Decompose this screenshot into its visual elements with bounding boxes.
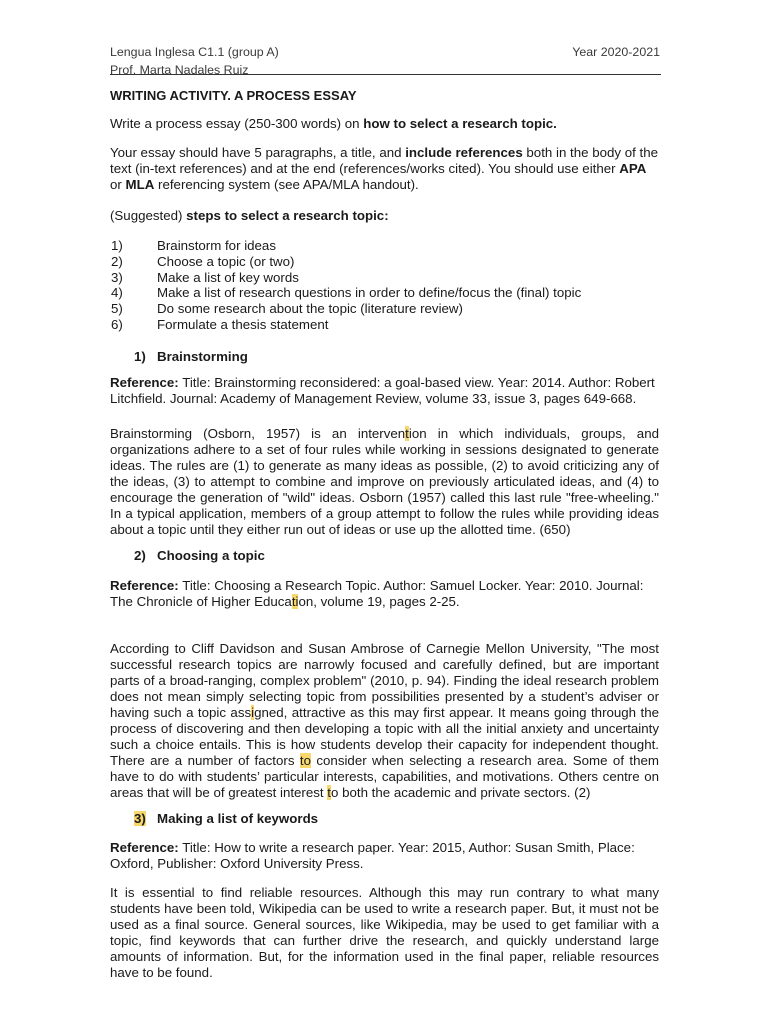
highlight-mark: t	[327, 784, 331, 800]
list-item: 6) Formulate a thesis statement	[111, 316, 329, 332]
reference-brainstorming: Reference: Title: Brainstorming reconsidered: a goal-based view. Year: 2014. Author: Robert Litchfield. Journal: Academy of Management Review, volume 33, issue 3, pages 649-668.	[110, 374, 655, 406]
instruction-line: Write a process essay (250-300 words) on how to select a research topic.	[110, 116, 557, 131]
document-title: WRITING ACTIVITY. A PROCESS ESSAY	[110, 88, 357, 103]
header-divider	[110, 74, 661, 75]
steps-intro: (Suggested) steps to select a research topic:	[110, 208, 389, 223]
steps-list	[110, 238, 659, 333]
list-item: 4) Make a list of research questions in order to define/focus the (final) topic	[111, 285, 582, 301]
professor-name: Prof. Marta Nadales Ruiz	[110, 63, 249, 77]
section-heading-keywords: 3) Making a list of keywords	[134, 810, 319, 826]
highlight-mark: t	[405, 425, 409, 441]
reference-keywords: Reference: Title: How to write a research paper. Year: 2015, Author: Susan Smith, Place: Oxford, Publisher: Oxford University Press.	[110, 839, 635, 871]
highlight-mark: 3)	[134, 810, 146, 826]
paragraph-brainstorming: Brainstorming (Osborn, 1957) is an intervention in which individuals, groups, and organizations adhere to a set of four rules while working in sessions designated to generate ideas. The rules are (1) to generate as many ideas as possible, (2) to avoid criticizing any of the ideas, (3) to attempt to combine and improve on previously articulated ideas, and (4) to encourage the generation of "wild" ideas. Osborn (1957) called this last rule "free-wheeling." In a typical application, members of a group attempt to follow the rules while providing ideas about a topic until they either run out of ideas or use up the allotted time. (650)	[110, 425, 659, 537]
highlight-mark: ti	[291, 593, 299, 609]
list-item: 3) Make a list of key words	[111, 269, 299, 285]
highlight-mark: i	[251, 704, 255, 720]
section-heading-choosing-topic: 2) Choosing a topic	[134, 547, 265, 563]
list-item: 5) Do some research about the topic (literature review)	[111, 301, 463, 317]
list-item: 1) Brainstorm for ideas	[111, 238, 276, 253]
course-name: Lengua Inglesa C1.1 (group A)	[110, 45, 279, 59]
list-item: 2) Choose a topic (or two)	[111, 253, 295, 269]
paragraph-choosing-topic: According to Cliff Davidson and Susan Ambrose of Carnegie Mellon University, "The most successful research topics are narrowly focused and carefully defined, but are important parts of a broad-ranging, complex problem" (2010, p. 94). Finding the ideal research problem does not mean simply selecting topic from possibilities presented by a student’s adviser or having such a topic assigned, attractive as this may first appear. It means going through the process of discovering and then developing a topic with all the initial anxiety and uncertainty such a choice entails. This is how students develop their capacity for independent thought. There are a number of factors to consider when selecting a research area. Some of them have to do with students’ particular interests, capabilities, and motivations. Others centre on areas that will be of greatest interest to both the academic and private sectors. (2)	[110, 640, 659, 800]
section-heading-brainstorming: 1) Brainstorming	[134, 348, 248, 364]
highlight-mark: to	[299, 752, 311, 768]
document-body	[110, 83, 659, 981]
academic-year: Year 2020-2021	[572, 45, 660, 59]
reference-choosing-topic: Reference: Title: Choosing a Research Topic. Author: Samuel Locker. Year: 2010. Journal: The Chronicle of Higher Education, volume 19, pages 2-25.	[110, 577, 644, 609]
instruction-paragraph: Your essay should have 5 paragraphs, a title, and include references both in the body of the text (in-text references) and at the end (references/works cited). You should use either APA or MLA referencing system (see APA/MLA handout).	[110, 145, 659, 192]
paragraph-keywords: It is essential to find reliable resources. Although this may run contrary to what many students have been told, Wikipedia can be used to write a research paper. But, it must not be used as a final source. General sources, like Wikipedia, may be used to get familiar with a topic, find keywords that can further drive the research, and quickly understand large amounts of information. But, for the information used in the final paper, reliable resources have to be found.	[110, 884, 659, 980]
